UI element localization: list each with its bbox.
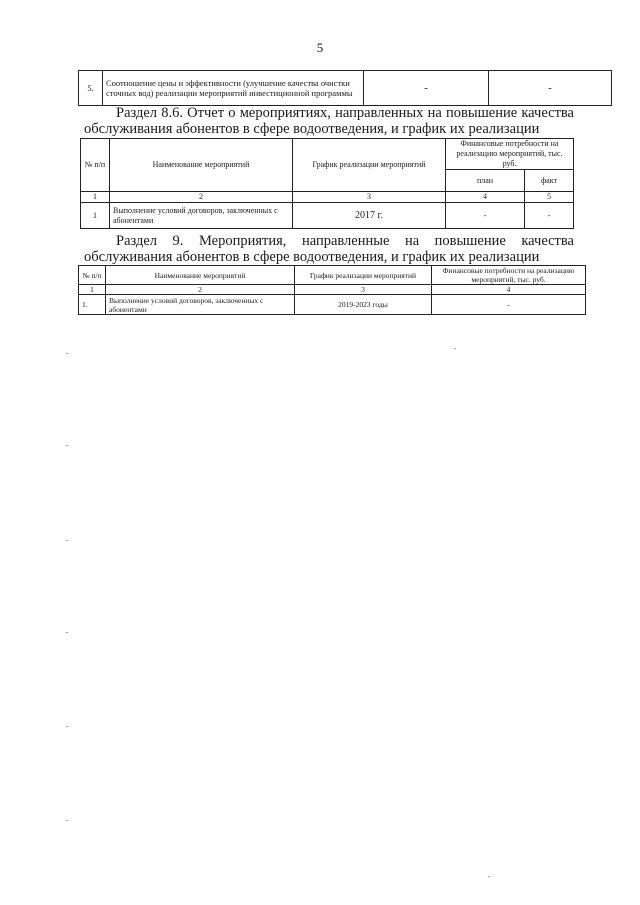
index-cell: 1 — [79, 285, 106, 295]
table-row — [81, 203, 574, 229]
index-cell: 4 — [432, 285, 586, 295]
header-finance: Финансовые потребности на реализацию мероприятий, тыс. руб. — [432, 266, 586, 285]
header-fact: факт — [525, 170, 574, 192]
row-schedule: 2017 г. — [293, 203, 446, 229]
header-num: № п/п — [79, 266, 106, 285]
table-row — [79, 71, 612, 106]
index-cell: 3 — [295, 285, 432, 295]
row-name: Выполнение условий договоров, заключенных с абонентами — [106, 295, 295, 315]
row-schedule: 2019-2023 годы — [295, 295, 432, 315]
scan-speck — [66, 445, 68, 446]
row-name: Выполнение условий договоров, заключенных с абонентами — [110, 203, 293, 229]
header-finance: Финансовые потребности на реализацию мероприятий, тыс. руб. — [446, 139, 574, 170]
section-8-6-table — [80, 138, 574, 229]
row-value-a: - — [364, 71, 489, 106]
header-row — [79, 266, 586, 285]
row-number: 1. — [79, 295, 106, 315]
index-cell: 5 — [525, 192, 574, 203]
section-8-6-title-line1: Раздел 8.6. Отчет о мероприятиях, направленных на повышение качества — [116, 105, 574, 121]
index-cell: 3 — [293, 192, 446, 203]
index-cell: 1 — [81, 192, 110, 203]
investment-program-table — [78, 70, 612, 106]
header-row — [81, 139, 574, 170]
index-cell: 4 — [446, 192, 525, 203]
row-value-b: - — [489, 71, 612, 106]
scan-speck — [454, 348, 456, 349]
section-8-6-title-line2: обслуживания абонентов в сфере водоотведения, и график их реализации — [84, 121, 540, 137]
section-9-title-line2: обслуживания абонентов в сфере водоотведения, и график их реализации — [84, 249, 540, 265]
scan-speck — [66, 632, 68, 633]
row-name: Соотношение цены и эффективности (улучшение качества очистки сточных вод) реализации мероприятий инвестиционной программы — [103, 71, 364, 106]
table-row — [79, 295, 586, 315]
scan-speck — [66, 353, 68, 354]
section-9-heading — [84, 233, 574, 265]
section-9-table — [78, 265, 586, 315]
row-number: 1 — [81, 203, 110, 229]
section-9-title-line1: Раздел 9. Мероприятия, направленные на повышение качества — [116, 233, 574, 249]
scan-speck — [488, 876, 490, 877]
scan-speck — [66, 820, 68, 821]
index-cell: 2 — [106, 285, 295, 295]
header-schedule: График реализации мероприятий — [295, 266, 432, 285]
index-cell: 2 — [110, 192, 293, 203]
index-row — [81, 192, 574, 203]
header-name: Наименование мероприятий — [106, 266, 295, 285]
header-plan: план — [446, 170, 525, 192]
header-num: № п/п — [81, 139, 110, 192]
page-number: 5 — [316, 40, 324, 55]
row-plan: - — [446, 203, 525, 229]
header-name: Наименование мероприятий — [110, 139, 293, 192]
scan-speck — [66, 726, 68, 727]
section-8-6-heading — [84, 105, 574, 137]
index-row — [79, 285, 586, 295]
row-finance: - — [432, 295, 586, 315]
header-schedule: График реализации мероприятий — [293, 139, 446, 192]
row-number: 5. — [79, 71, 103, 106]
scan-speck — [66, 540, 68, 541]
row-fact: - — [525, 203, 574, 229]
